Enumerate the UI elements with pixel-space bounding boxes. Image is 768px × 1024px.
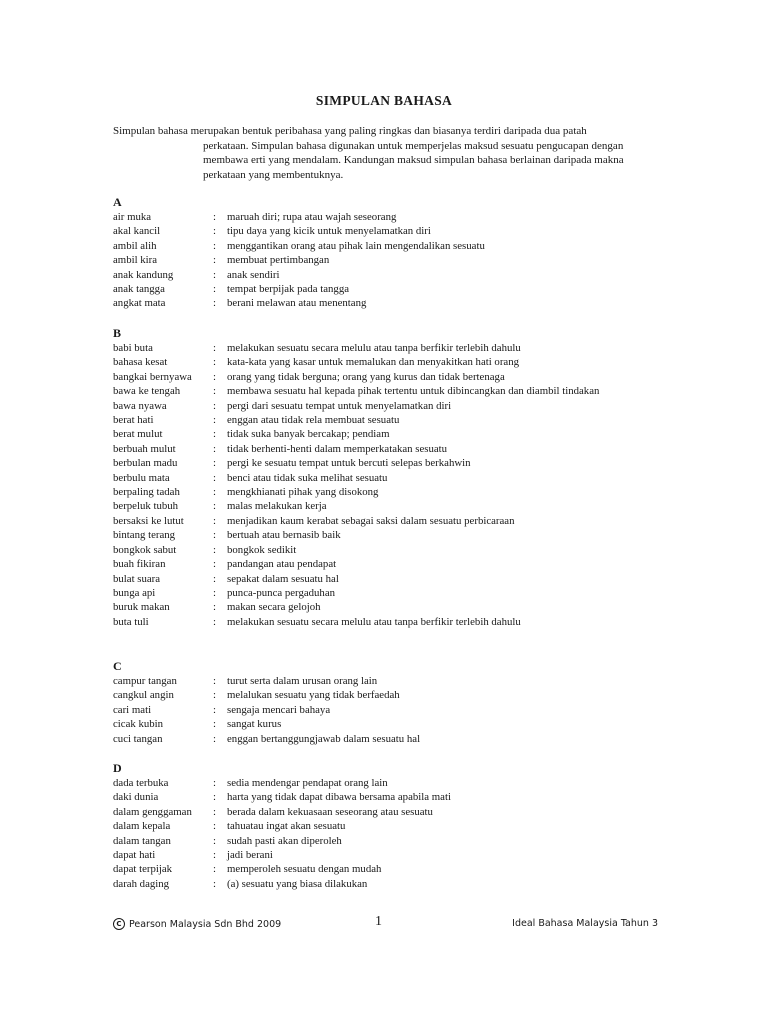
entry-term: bongkok sabut: [113, 543, 177, 556]
entry-definition: maruah diri; rupa atau wajah seseorang: [227, 211, 397, 223]
entry-colon: :: [213, 732, 216, 745]
entry-row: [113, 557, 673, 571]
entry-definition: enggan atau tidak rela membuat sesuatu: [227, 414, 400, 427]
entry-term: berbuah mulut: [113, 442, 176, 455]
entry-row: [113, 268, 673, 282]
entry-definition: tempat berpijak pada tangga: [227, 283, 350, 296]
entry-definition: bongkok sedikit: [227, 543, 297, 556]
entry-definition: sepakat dalam sesuatu hal: [227, 572, 339, 585]
entry-definition: berada dalam kekuasaan seseorang atau sesuatu: [227, 805, 433, 818]
entry-row: [113, 499, 673, 513]
entry-row: [113, 819, 673, 833]
entry-row: [113, 399, 673, 413]
entry-colon: :: [213, 239, 216, 252]
page-title: SIMPULAN BAHASA: [315, 93, 453, 108]
entry-colon: :: [213, 791, 216, 804]
copyright-icon: C: [113, 918, 125, 930]
entry-colon: :: [213, 268, 216, 281]
entry-colon: :: [213, 572, 216, 585]
entry-list: [113, 210, 673, 311]
entry-row: [113, 413, 673, 427]
entry-term: cangkul angin: [113, 689, 174, 702]
entry-definition: enggan bertanggungjawab dalam sesuatu hal: [227, 732, 421, 745]
entry-row: [113, 427, 673, 441]
entry-colon: :: [213, 703, 216, 716]
entry-row: [113, 370, 673, 384]
entry-row: [113, 528, 673, 542]
entry-definition: membuat pertimbangan: [227, 254, 330, 267]
entry-colon: :: [213, 834, 216, 847]
entry-colon: :: [213, 254, 216, 267]
entry-definition: menggantikan orang atau pihak lain mengendalikan sesuatu: [227, 239, 485, 252]
entry-list: [113, 341, 673, 629]
entry-row: [113, 848, 673, 862]
entry-term: dapat hati: [113, 849, 156, 862]
footer-publisher: Pearson Malaysia Sdn Bhd 2009: [129, 918, 282, 930]
entry-colon: :: [213, 543, 216, 556]
entry-colon: :: [213, 225, 216, 238]
entry-definition: makan secara gelojoh: [227, 601, 321, 614]
entry-definition: membawa sesuatu hal kepada pihak tertentu untuk dibincangkan dan diambil tindakan: [227, 385, 600, 398]
entry-definition: pergi ke sesuatu tempat untuk bercuti selepas berkahwin: [227, 457, 471, 470]
entry-term: buruk makan: [113, 601, 170, 614]
entry-row: [113, 615, 673, 629]
entry-definition: berani melawan atau menentang: [227, 297, 367, 310]
entry-definition: kata-kata yang kasar untuk memalukan dan menyakitkan hati orang: [227, 356, 520, 369]
entry-term: buah fikiran: [113, 558, 166, 571]
entry-row: [113, 703, 673, 717]
section-letter: C: [113, 659, 122, 673]
entry-colon: :: [213, 283, 216, 296]
intro-first-line: Simpulan bahasa merupakan bentuk peribahasa yang paling ringkas dan biasanya terdiri daripada dua patah: [113, 125, 587, 137]
entry-term: cari mati: [113, 703, 152, 716]
entry-term: bawa ke tengah: [113, 385, 181, 398]
entry-row: [113, 543, 673, 557]
entry-colon: :: [213, 385, 216, 398]
entry-row: [113, 790, 673, 804]
entry-row: [113, 674, 673, 688]
entry-term: berpaling tadah: [113, 486, 180, 499]
section-letter: B: [113, 326, 122, 340]
entry-row: [113, 586, 673, 600]
page-footer: [113, 916, 658, 932]
entry-colon: :: [213, 514, 216, 527]
entry-row: [113, 224, 673, 238]
entry-colon: :: [213, 457, 216, 470]
entry-colon: :: [213, 370, 216, 383]
section-d: [113, 760, 673, 891]
entry-term: bangkai bernyawa: [113, 370, 192, 383]
entry-row: [113, 442, 673, 456]
entry-term: dalam tangan: [113, 834, 171, 847]
entry-colon: :: [213, 342, 216, 354]
entry-definition: pandangan atau pendapat: [227, 558, 337, 571]
entry-term: bunga api: [113, 586, 156, 599]
footer-copyright: [113, 918, 281, 930]
entry-colon: :: [213, 718, 216, 731]
entry-definition: sengaja mencari bahaya: [227, 703, 331, 716]
entry-row: [113, 341, 673, 355]
entry-definition: orang yang tidak berguna; orang yang kurus dan tidak bertenaga: [227, 370, 505, 383]
entry-definition: anak sendiri: [227, 268, 280, 281]
entry-term: dalam genggaman: [113, 805, 192, 818]
entry-row: [113, 877, 673, 891]
entry-term: akal kancil: [113, 225, 161, 238]
entry-term: angkat mata: [113, 297, 166, 310]
entry-colon: :: [213, 805, 216, 818]
section-b: [113, 325, 673, 629]
entry-row: [113, 862, 673, 876]
entry-term: berbulu mata: [113, 471, 170, 484]
entry-term: buta tuli: [113, 615, 149, 628]
entry-colon: :: [213, 675, 216, 687]
entry-row: [113, 805, 673, 819]
section-letter: D: [113, 761, 122, 775]
entry-colon: :: [213, 356, 216, 369]
entry-colon: :: [213, 414, 216, 427]
entry-row: [113, 253, 673, 267]
entry-row: [113, 688, 673, 702]
entry-term: ambil alih: [113, 239, 157, 252]
entry-term: bulat suara: [113, 572, 161, 585]
entry-row: [113, 572, 673, 586]
entry-definition: menjadikan kaum kerabat sebagai saksi dalam sesuatu perbicaraan: [227, 514, 515, 527]
entry-colon: :: [213, 601, 216, 614]
entry-term: bahasa kesat: [113, 356, 168, 369]
entry-colon: :: [213, 428, 216, 441]
entry-colon: :: [213, 558, 216, 571]
entry-term: bersaksi ke lutut: [113, 514, 184, 527]
entry-colon: :: [213, 820, 216, 833]
entry-row: [113, 600, 673, 614]
entry-term: ambil kira: [113, 254, 158, 267]
footer-book-title: Ideal Bahasa Malaysia Tahun 3: [512, 918, 658, 929]
entry-row: [113, 282, 673, 296]
entry-term: campur tangan: [113, 675, 177, 687]
entry-definition: tipu daya yang kicik untuk menyelamatkan diri: [227, 225, 431, 238]
entry-row: [113, 471, 673, 485]
entry-definition: memperoleh sesuatu dengan mudah: [227, 863, 382, 876]
entry-definition: pergi dari sesuatu tempat untuk menyelamatkan diri: [227, 399, 452, 412]
entry-colon: :: [213, 849, 216, 862]
entry-term: berbulan madu: [113, 457, 178, 470]
page-number: 1: [375, 914, 382, 929]
entry-colon: :: [213, 777, 216, 789]
entry-term: dada terbuka: [113, 777, 169, 789]
entry-row: [113, 485, 673, 499]
entry-term: babi buta: [113, 342, 153, 354]
entry-colon: :: [213, 586, 216, 599]
entry-row: [113, 355, 673, 369]
entry-row: [113, 732, 673, 746]
entry-term: anak tangga: [113, 283, 165, 296]
entry-colon: :: [213, 211, 216, 223]
entry-row: [113, 834, 673, 848]
entry-term: bintang terang: [113, 529, 176, 542]
entry-colon: :: [213, 442, 216, 455]
entry-term: berat hati: [113, 414, 154, 427]
entry-definition: tidak suka banyak bercakap; pendiam: [227, 428, 390, 441]
entry-definition: melalukan sesuatu yang tidak berfaedah: [227, 689, 400, 702]
entry-colon: :: [213, 399, 216, 412]
section-a: [113, 194, 673, 311]
entry-colon: :: [213, 500, 216, 513]
entry-term: berat mulut: [113, 428, 163, 441]
entry-definition: malas melakukan kerja: [227, 500, 327, 513]
entry-definition: sedia mendengar pendapat orang lain: [227, 777, 388, 789]
entry-colon: :: [213, 863, 216, 876]
entry-definition: mengkhianati pihak yang disokong: [227, 486, 379, 499]
section-letter: A: [113, 195, 122, 209]
entry-row: [113, 514, 673, 528]
entry-term: dapat terpijak: [113, 863, 173, 876]
section-c: [113, 658, 673, 746]
entry-definition: bertuah atau bernasib baik: [227, 529, 341, 542]
entry-row: [113, 717, 673, 731]
entry-row: [113, 296, 673, 310]
entry-term: darah daging: [113, 877, 170, 890]
entry-definition: benci atau tidak suka melihat sesuatu: [227, 471, 388, 484]
entry-list: [113, 674, 673, 746]
entry-row: [113, 384, 673, 398]
entry-list: [113, 776, 673, 891]
entry-definition: melakukan sesuatu secara melulu atau tanpa berfikir terlebih dahulu: [227, 615, 521, 628]
entry-definition: tahuatau ingat akan sesuatu: [227, 820, 346, 833]
entry-term: cuci tangan: [113, 732, 163, 745]
entry-term: air muka: [113, 211, 152, 223]
intro-continuation: perkataan. Simpulan bahasa digunakan untuk memperjelas maksud sesuatu pengucapan dengan membawa erti yang mendalam. Kandungan maksud simpulan bahasa berlainan daripada makna perkataan yang membentuknya.: [203, 139, 624, 181]
entry-definition: punca-punca pergaduhan: [227, 586, 336, 599]
entry-term: bawa nyawa: [113, 399, 167, 412]
entry-term: cicak kubin: [113, 718, 164, 731]
entry-colon: :: [213, 615, 216, 628]
entry-definition: tidak berhenti-henti dalam memperkatakan sesuatu: [227, 442, 448, 455]
entry-colon: :: [213, 486, 216, 499]
entry-term: berpeluk tubuh: [113, 500, 179, 513]
entry-definition: sangat kurus: [227, 718, 282, 731]
entry-row: [113, 456, 673, 470]
intro-paragraph: [113, 124, 658, 182]
entry-colon: :: [213, 297, 216, 310]
entry-definition: harta yang tidak dapat dibawa bersama apabila mati: [227, 791, 451, 804]
entry-term: daki dunia: [113, 791, 159, 804]
entry-row: [113, 776, 673, 790]
entry-colon: :: [213, 471, 216, 484]
entry-row: [113, 210, 673, 224]
entry-row: [113, 239, 673, 253]
entry-colon: :: [213, 877, 216, 890]
entry-definition: melakukan sesuatu secara melulu atau tanpa berfikir terlebih dahulu: [227, 342, 521, 354]
entry-colon: :: [213, 689, 216, 702]
entry-definition: jadi berani: [227, 849, 273, 862]
entry-colon: :: [213, 529, 216, 542]
entry-definition: turut serta dalam urusan orang lain: [227, 675, 378, 687]
entry-term: anak kandung: [113, 268, 174, 281]
entry-term: dalam kepala: [113, 820, 171, 833]
entry-definition: (a) sesuatu yang biasa dilakukan: [227, 877, 368, 890]
entry-definition: sudah pasti akan diperoleh: [227, 834, 342, 847]
